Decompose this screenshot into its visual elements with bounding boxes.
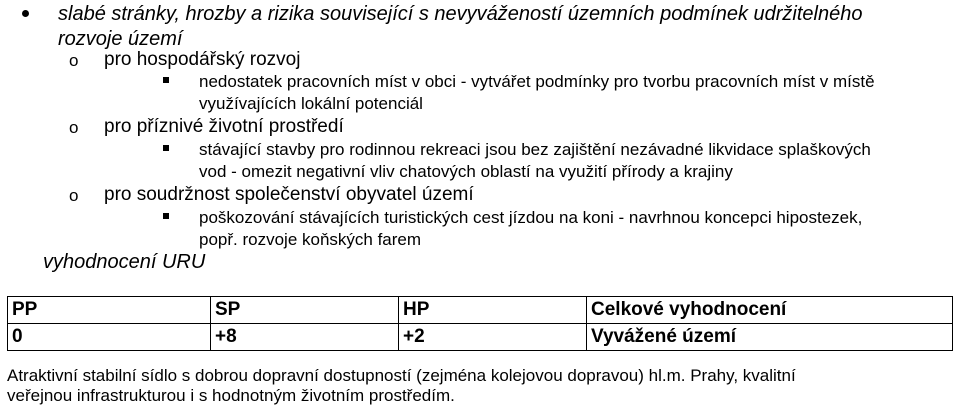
section-label-environment: pro příznivé životní prostředí bbox=[104, 116, 344, 137]
value-sp: +8 bbox=[211, 324, 399, 351]
header-overall: Celkové vyhodnocení bbox=[587, 297, 953, 324]
circle-bullet-icon: o bbox=[69, 118, 79, 137]
footer-line-2: veřejnou infrastrukturou i s hodnotným životním prostředím. bbox=[7, 386, 455, 405]
item-economic-line-2: využívajících lokální potenciál bbox=[199, 94, 423, 113]
heading-line-1: slabé stránky, hrozby a rizika související s nevyvážeností územních podmínek udržitelného bbox=[58, 3, 863, 25]
evaluation-heading: vyhodnocení URU bbox=[43, 251, 206, 273]
heading-line-2: rozvoje území bbox=[58, 28, 183, 50]
table-header-row bbox=[8, 297, 953, 324]
evaluation-table bbox=[7, 296, 953, 351]
header-hp: HP bbox=[399, 297, 587, 324]
table-row bbox=[8, 324, 953, 351]
value-pp: 0 bbox=[8, 324, 211, 351]
item-environment-line-1: stávající stavby pro rodinnou rekreaci jsou bez zajištění nezávadné likvidace splaškových bbox=[199, 140, 871, 159]
circle-bullet-icon: o bbox=[69, 186, 79, 205]
section-label-economic: pro hospodářský rozvoj bbox=[104, 49, 301, 70]
item-cohesion-line-2: popř. rozvoje koňských farem bbox=[199, 230, 422, 249]
item-cohesion-line-1: poškozování stávajících turistických cest jízdou na koni - navrhnou koncepci hipostezek, bbox=[199, 208, 863, 227]
square-bullet-icon bbox=[163, 145, 169, 151]
item-economic-line-1: nedostatek pracovních míst v obci - vytvářet podmínky pro tvorbu pracovních míst v místě bbox=[199, 72, 875, 91]
value-overall: Vyvážené území bbox=[587, 324, 953, 351]
square-bullet-icon bbox=[163, 213, 169, 219]
bullet-disc-icon bbox=[22, 10, 29, 17]
footer-line-1: Atraktivní stabilní sídlo s dobrou dopravní dostupností (zejména kolejovou dopravou) hl.m. Prahy, kvalitní bbox=[7, 366, 796, 385]
square-bullet-icon bbox=[163, 77, 169, 83]
header-pp: PP bbox=[8, 297, 211, 324]
header-sp: SP bbox=[211, 297, 399, 324]
item-environment-line-2: vod - omezit negativní vliv chatových oblastí na využití přírody a krajiny bbox=[199, 162, 733, 181]
circle-bullet-icon: o bbox=[69, 51, 79, 70]
section-label-cohesion: pro soudržnost společenství obyvatel území bbox=[104, 184, 474, 205]
value-hp: +2 bbox=[399, 324, 587, 351]
